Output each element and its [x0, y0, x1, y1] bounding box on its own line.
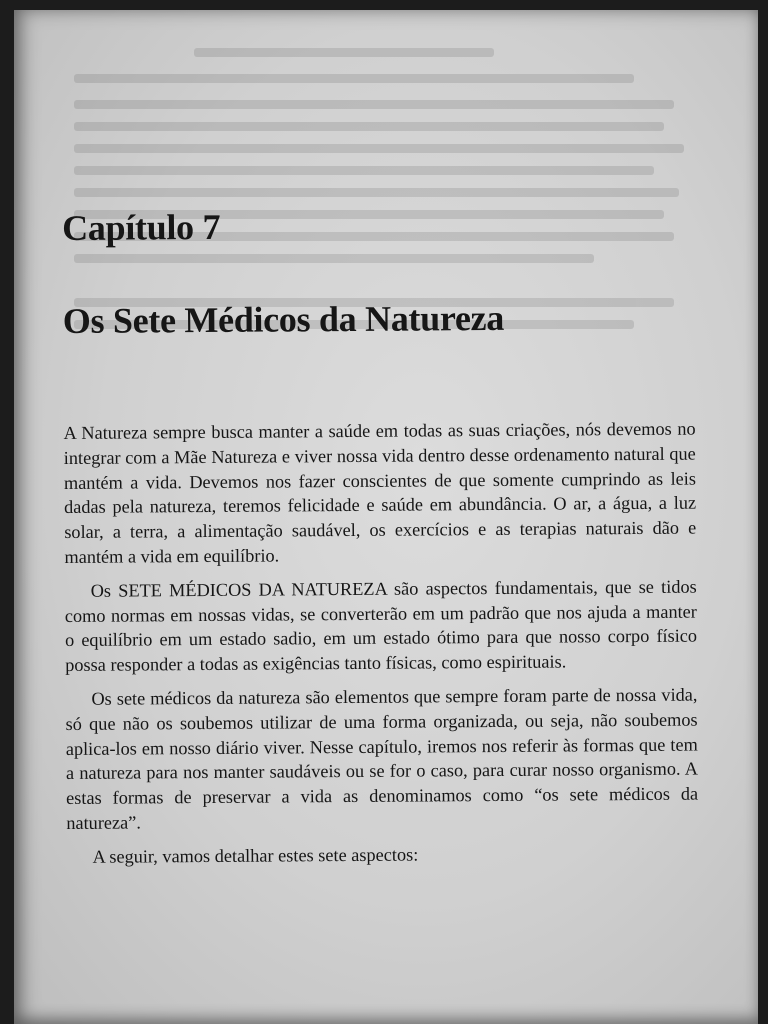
chapter-body [64, 417, 699, 870]
paragraph-4: A seguir, vamos detalhar estes sete aspectos: [92, 844, 419, 867]
paragraph-1: A Natureza sempre busca manter a saúde em todas as suas criações, nós devemos no integrar com a Mãe Natureza e viver nossa vida dentro desse ordenamento natural que mantém a vida. Devemos nos fazer conscientes de que somente cumprindo as leis dadas pela natureza, teremos felicidade e saúde em abundância. O ar, a água, a luz solar, a terra, a alimentação saudável, os exercícios e as terapias naturais dão e mantém a vida em equilíbrio. [63, 418, 697, 567]
paragraph-2: Os SETE MÉDICOS DA NATUREZA são aspectos fundamentais, que se tidos como normas em nossas vidas, se converterão em um padrão que nos ajuda a manter o equilíbrio em um estado sadio, em um estado ótimo para que nosso corpo físico possa responder a todas as exigências tanto físicas, como espirituais. [64, 576, 698, 676]
page-content [62, 202, 699, 879]
book-page [14, 10, 758, 1024]
chapter-title: Os Sete Médicos da Natureza [62, 297, 505, 341]
chapter-heading: Capítulo 7 [62, 206, 221, 248]
paragraph-3: Os sete médicos da natureza são elementos que sempre foram parte de nossa vida, só que não os soubemos utilizar de uma forma organizada, ou seja, não soubemos aplica-los em nosso diário viver. Nesse capítulo, iremos nos referir às formas que tem a natureza para nos manter saudáveis ou se for o caso, para curar nosso organismo. A estas formas de preservar a vida as denominamos como “os sete médicos da natureza”. [65, 684, 699, 833]
